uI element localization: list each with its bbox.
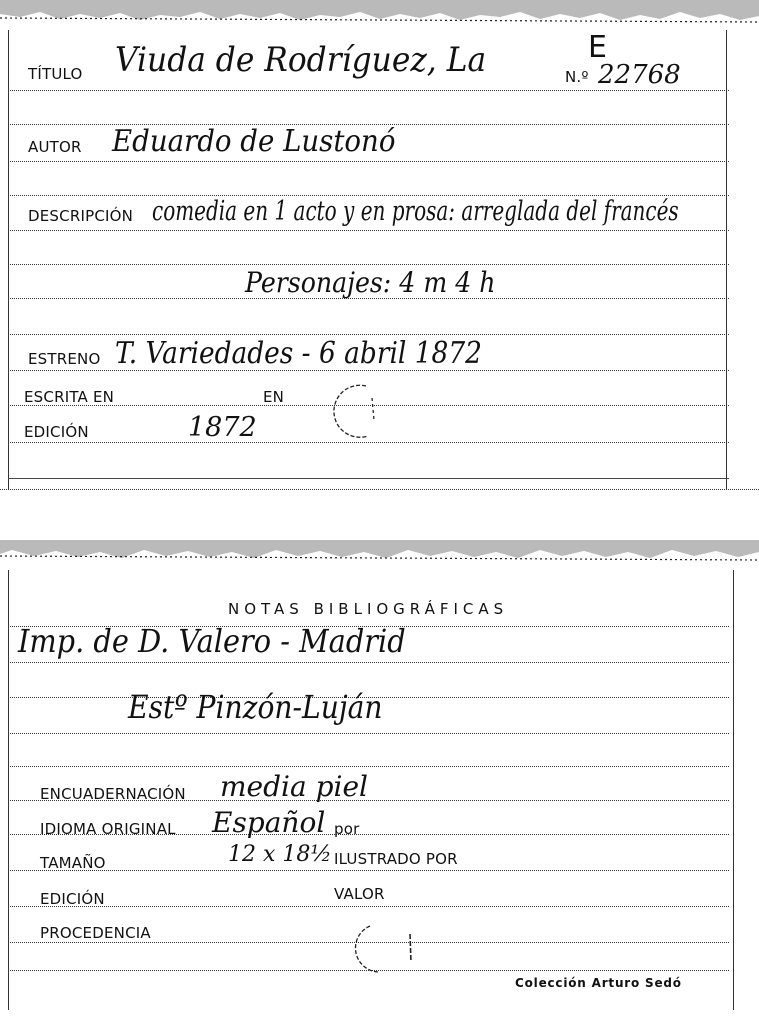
right-border — [726, 30, 727, 490]
tamano-value: 12 x 18½ — [228, 842, 332, 867]
ilustrado-por-label: ILUSTRADO POR — [334, 850, 458, 868]
torn-paper-edge — [0, 0, 759, 30]
edicion-label: EDICIÓN — [24, 423, 89, 441]
establecimiento-value: Estº Pinzón-Luján — [128, 688, 383, 726]
section-title: NOTAS BIBLIOGRÁFICAS — [228, 600, 509, 618]
left-border — [8, 30, 9, 490]
rule-line — [8, 90, 729, 91]
procedencia-label: PROCEDENCIA — [40, 924, 151, 942]
rule-line — [8, 766, 729, 767]
rule-line — [8, 870, 729, 871]
edicion-label: EDICIÓN — [40, 890, 105, 908]
rule-line — [8, 733, 729, 734]
right-border — [733, 570, 734, 1010]
rule-line — [8, 442, 729, 443]
rule-line — [8, 334, 729, 335]
collection-credit: Colección Arturo Sedó — [515, 976, 682, 990]
rule-line — [8, 662, 729, 663]
punch-hole-icon — [348, 924, 418, 976]
torn-paper-edge — [0, 540, 759, 570]
edicion-value: 1872 — [188, 412, 257, 443]
idioma-original-label: IDIOMA ORIGINAL — [40, 820, 176, 838]
por-label: por — [334, 820, 360, 838]
card-cut-edge — [0, 489, 759, 490]
titulo-value: Viuda de Rodríguez, La — [115, 40, 487, 80]
numero-value: 22768 — [598, 60, 681, 90]
rule-line — [8, 906, 729, 907]
imprenta-value: Imp. de D. Valero - Madrid — [18, 622, 406, 660]
titulo-label: TÍTULO — [28, 65, 83, 83]
stamp-letter: E — [588, 30, 607, 65]
en-label: EN — [263, 388, 285, 406]
rule-line — [8, 230, 729, 231]
estreno-label: ESTRENO — [28, 350, 101, 368]
tamano-label: TAMAÑO — [40, 854, 106, 872]
descripcion-label: DESCRIPCIÓN — [28, 207, 134, 225]
catalog-card-front — [0, 0, 759, 495]
numero-label: N.º — [565, 68, 589, 86]
autor-value: Eduardo de Lustonó — [112, 124, 396, 159]
descripcion-value: comedia en 1 acto y en prosa: arreglada del francés — [152, 196, 679, 227]
catalog-card-back — [0, 540, 759, 1028]
personajes-value: Personajes: 4 m 4 h — [245, 266, 496, 299]
escrita-en-label: ESCRITA EN — [24, 388, 115, 406]
punch-hole-icon — [322, 380, 384, 442]
rule-line — [8, 264, 729, 265]
left-border — [8, 570, 9, 1010]
rule-line — [8, 478, 729, 479]
valor-label: VALOR — [334, 885, 385, 903]
idioma-original-value: Español — [212, 806, 326, 839]
encuadernacion-value: media piel — [220, 770, 368, 803]
estreno-value: T. Variedades - 6 abril 1872 — [115, 336, 482, 371]
rule-line — [8, 161, 729, 162]
encuadernacion-label: ENCUADERNACIÓN — [40, 785, 186, 803]
autor-label: AUTOR — [28, 138, 82, 156]
